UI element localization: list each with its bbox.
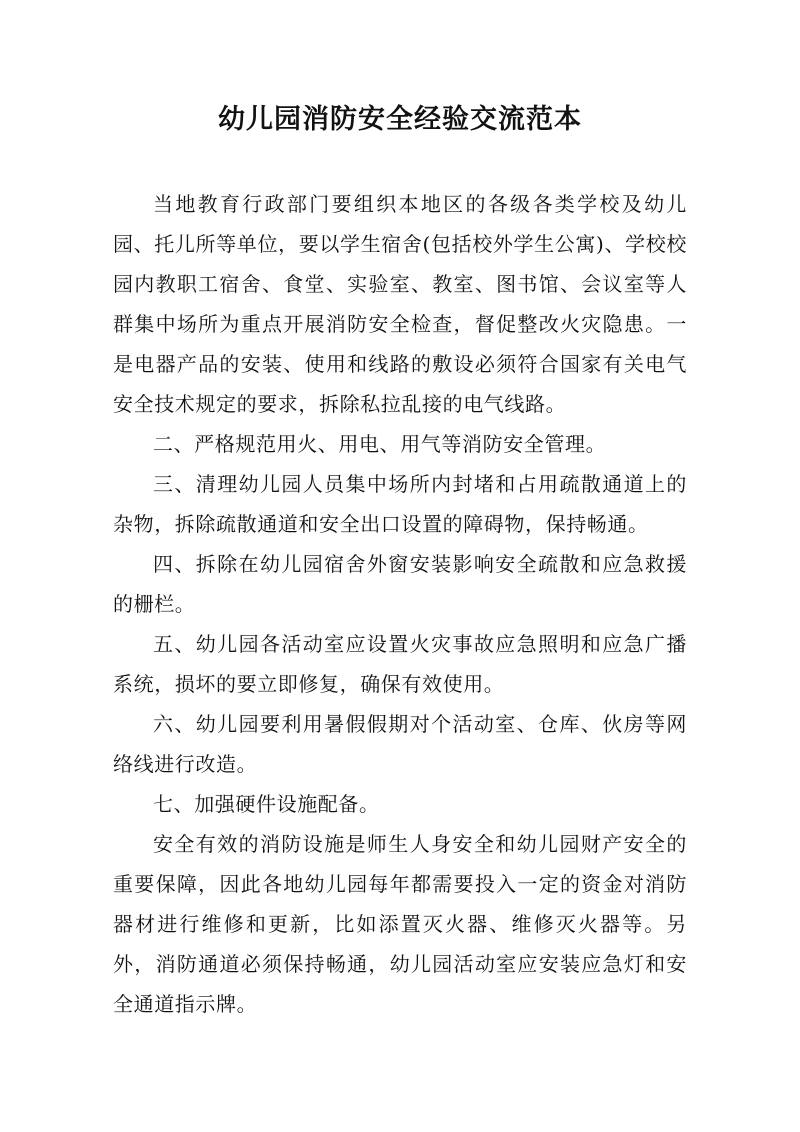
- paragraph-item-3: 三、清理幼儿园人员集中场所内封堵和占用疏散通道上的杂物，拆除疏散通道和安全出口设置的障碍物，保持畅通。: [113, 472, 687, 536]
- paragraph-item-4: 四、拆除在幼儿园宿舍外窗安装影响安全疏散和应急救援的栅栏。: [113, 552, 687, 616]
- document-body: [113, 184, 687, 1024]
- paragraph-item-6: 六、幼儿园要利用暑假假期对个活动室、仓库、伙房等网络线进行改造。: [113, 712, 687, 776]
- paragraph-item-2: 二、严格规范用火、用电、用气等消防安全管理。: [153, 432, 607, 456]
- paragraph-item-5: 五、幼儿园各活动室应设置火灾事故应急照明和应急广播系统，损坏的要立即修复，确保有效使用。: [113, 632, 687, 696]
- paragraph-intro: 当地教育行政部门要组织本地区的各级各类学校及幼儿园、托儿所等单位，要以学生宿舍(包括校外学生公寓)、学校校园内教职工宿舍、食堂、实验室、教室、图书馆、会议室等人群集中场所为重点开展消防安全检查，督促整改火灾隐患。一是电器产品的安装、使用和线路的敷设必须符合国家有关电气安全技术规定的要求，拆除私拉乱接的电气线路。: [113, 192, 687, 416]
- paragraph-conclusion: 安全有效的消防设施是师生人身安全和幼儿园财产安全的重要保障，因此各地幼儿园每年都需要投入一定的资金对消防器材进行维修和更新，比如添置灭火器、维修灭火器等。另外，消防通道必须保持畅通，幼儿园活动室应安装应急灯和安全通道指示牌。: [113, 832, 687, 1016]
- paragraph-item-7: 七、加强硬件设施配备。: [153, 792, 380, 816]
- document-title: 幼儿园消防安全经验交流范本: [218, 104, 582, 135]
